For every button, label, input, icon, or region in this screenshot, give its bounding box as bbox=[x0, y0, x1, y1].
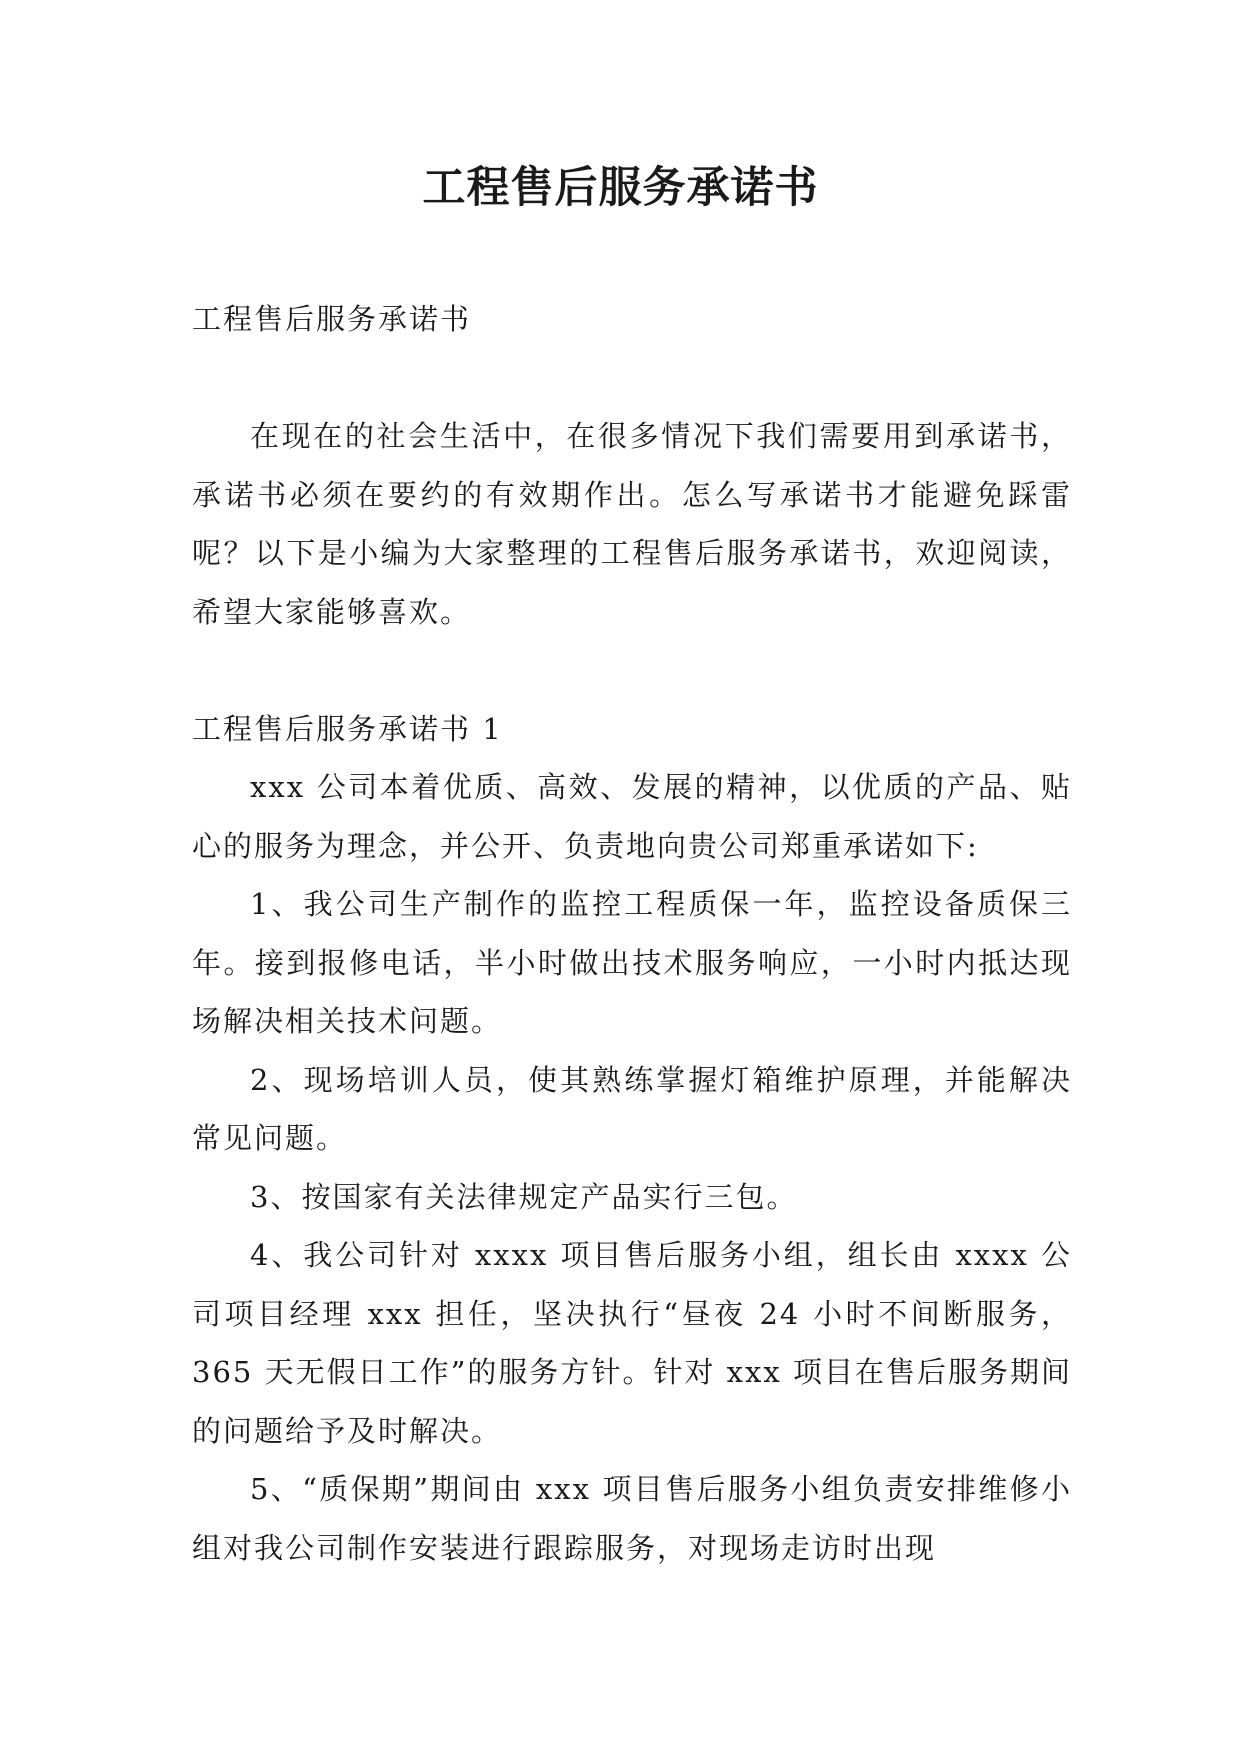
paragraph-preamble: xxx 公司本着优质、高效、发展的精神，以优质的产品、贴心的服务为理念，并公开、负责地向贵公司郑重承诺如下: bbox=[192, 770, 1072, 863]
paragraph-item-5: 5、“质保期”期间由 xxx 项目售后服务小组负责安排维修小组对我公司制作安装进行跟踪服务，对现场走访时出现 bbox=[192, 1472, 1072, 1565]
intro-paragraph: 在现在的社会生活中，在很多情况下我们需要用到承诺书，承诺书必须在要约的有效期作出。怎么写承诺书才能避免踩雷呢？以下是小编为大家整理的工程售后服务承诺书，欢迎阅读，希望大家能够喜欢。 bbox=[192, 419, 1072, 629]
document-subtitle: 工程售后服务承诺书 bbox=[192, 302, 472, 336]
paragraph-item-3: 3、按国家有关法律规定产品实行三包。 bbox=[250, 1179, 798, 1214]
paragraph-item-1: 1、我公司生产制作的监控工程质保一年，监控设备质保三年。接到报修电话，半小时做出技术服务响应，一小时内抵达现场解决相关技术问题。 bbox=[192, 887, 1072, 1038]
document-body bbox=[192, 290, 1072, 1577]
document-title: 工程售后服务承诺书 bbox=[422, 163, 819, 213]
section-heading: 工程售后服务承诺书 1 bbox=[192, 711, 503, 746]
paragraph-item-2: 2、现场培训人员，使其熟练掌握灯箱维护原理，并能解决常见问题。 bbox=[192, 1062, 1072, 1155]
paragraph-item-4: 4、我公司针对 xxxx 项目售后服务小组，组长由 xxxx 公司项目经理 xxx 担任，坚决执行“昼夜 24 小时不间断服务，365 天无假日工作”的服务方针。针对 xxx 项目在售后服务期间的问题给予及时解决。 bbox=[192, 1238, 1072, 1448]
